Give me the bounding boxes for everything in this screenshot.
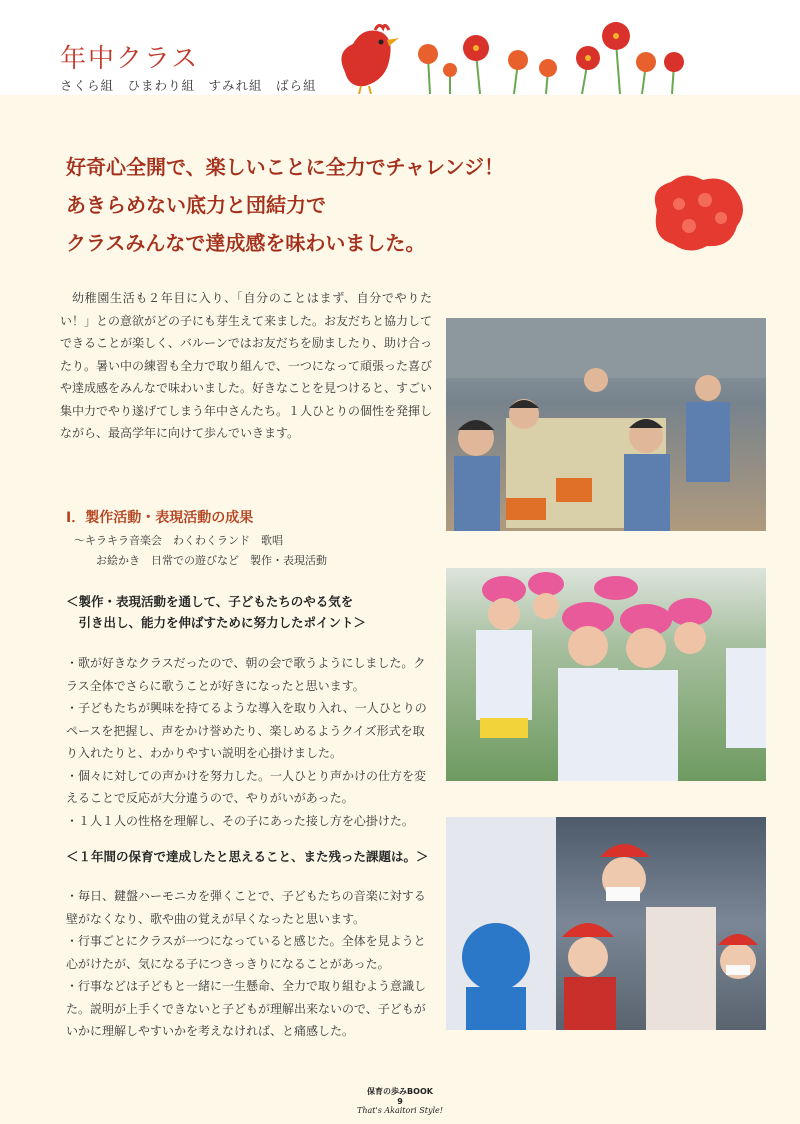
page-number: 9: [397, 1097, 403, 1106]
headline-line-1: 好奇心全開で、楽しいことに全力でチャレンジ！: [66, 155, 504, 179]
list-item: ・行事などは子どもと一緒に一生懸命、全力で取り組むよう意識した。説明が上手くできないと子どもが理解出来ないので、子どもがいかに理解しやすいかを考えなければ、と痛感した。: [66, 979, 427, 1038]
section-subtitle-line-1: ～キラキラ音楽会 わくわくランド 歌唱: [74, 534, 283, 547]
section-subtitle: [74, 531, 327, 571]
footer-tagline: That's Akaitori Style!: [357, 1106, 443, 1115]
flowers-illustration: [410, 12, 710, 97]
section-title: Ⅰ．製作活動・表現活動の成果: [66, 510, 254, 526]
headline: [66, 148, 586, 262]
list-item: ・行事ごとにクラスが一つになっていると感じた。全体を見ようと心がけたが、気になる子につきっきりになることがあった。: [66, 934, 426, 971]
issues-heading: ＜１年間の保育で達成したと思えること、また残った課題は。＞: [66, 849, 429, 864]
headline-line-2: あきらめない底力と団結力で: [66, 193, 326, 217]
intro-paragraph: 幼稚園生活も２年目に入り、「自分のことはまず、自分でやりたい！」との意欲がどの子にも芽生えて来ました。お友だちと協力してできることが楽しく、バルーンではお友だちを励ましたり、助け合ったり。暑い中の練習も全力で取り組んで、一つになって頑張った喜びや達成感をみんなで味わいました。好きなことを見つけると、すごい集中力でやり遂げてしまう年中さんたち。１人ひとりの個性を発揮しながら、最高学年に向けて歩んでいきます。: [60, 291, 433, 440]
list-item: ・子どもたちが興味を持てるような導入を取り入れ、一人ひとりのペースを把握し、声をかけ誉めたり、楽しめるようクイズ形式を取り入れたりと、わかりやすい説明を心掛けました。: [66, 701, 427, 760]
points-heading-line-1: ＜製作・表現活動を通して、子どもたちのやる気を: [66, 594, 354, 609]
page-title: 年中クラス: [60, 44, 200, 74]
list-item: ・１人１人の性格を理解し、その子にあった接し方を心掛けた。: [66, 813, 414, 828]
photo-children-in-pink-caps: [446, 568, 766, 781]
points-heading-line-2: 引き出し、能力を伸ばすために努力したポイント＞: [66, 615, 367, 630]
points-list: [66, 652, 436, 832]
headline-line-3: クラスみんなで達成感を味わいました。: [66, 231, 426, 255]
issues-list: [66, 885, 436, 1043]
footer-book-title: 保育の歩みBOOK: [367, 1087, 433, 1096]
red-scribble-decoration: [645, 170, 750, 255]
class-names: さくら組 ひまわり組 すみれ組 ばら組: [60, 78, 317, 93]
red-bird-illustration: [335, 22, 405, 94]
list-item: ・個々に対しての声かけを努力した。一人ひとり声かけの仕方を変えることで反応が大分違うので、やりがいがあった。: [66, 768, 427, 805]
photo-children-at-lunch-table: [446, 318, 766, 531]
list-item: ・歌が好きなクラスだったので、朝の会で歌うようにしました。クラス全体でさらに歌うことが好きになったと思います。: [66, 656, 426, 693]
points-heading: [66, 591, 366, 633]
list-item: ・毎日、鍵盤ハーモニカを弾くことで、子どもたちの音楽に対する壁がなくなり、歌や曲の覚えが早くなったと思います。: [66, 889, 426, 926]
photo-teachers-and-children: [446, 817, 766, 1030]
page-footer: [0, 1086, 800, 1115]
page-header: [0, 0, 800, 95]
section-subtitle-line-2: お絵かき 日常での遊びなど 製作・表現活動: [74, 554, 327, 567]
